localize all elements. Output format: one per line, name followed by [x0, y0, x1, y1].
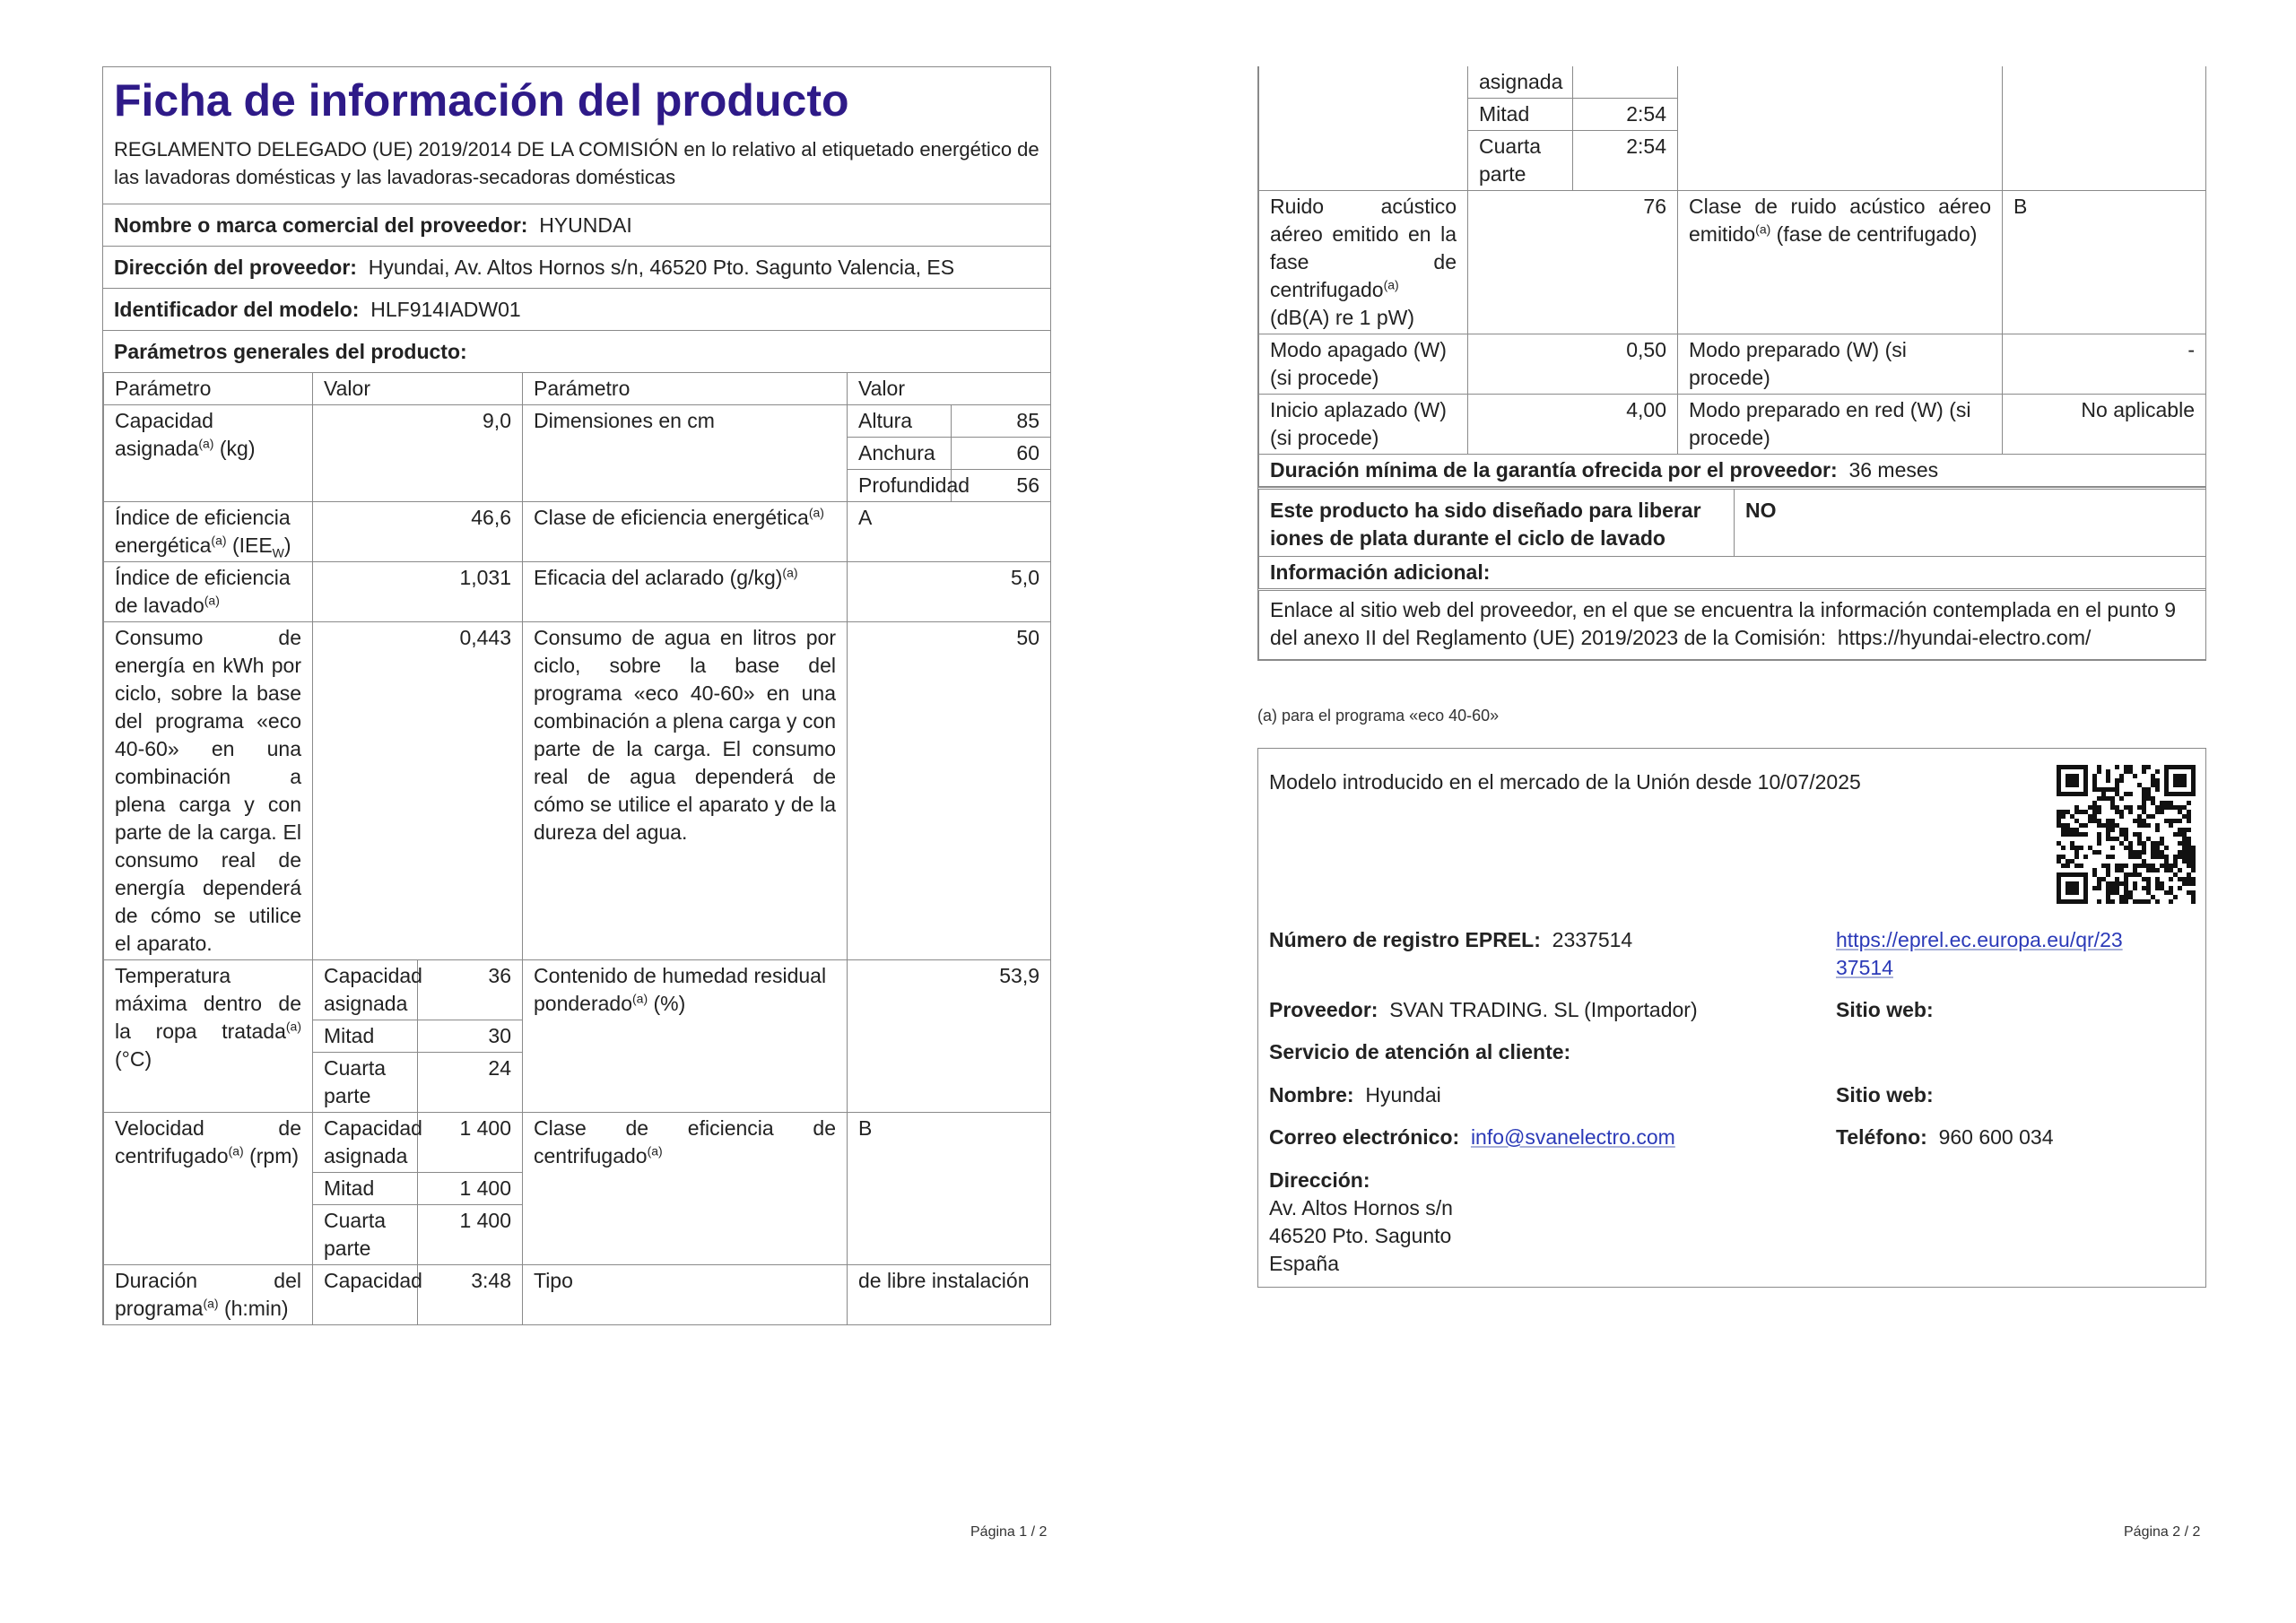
- customer-service-heading: Servicio de atención al cliente:: [1269, 1040, 1571, 1063]
- spin-half-value: 1 400: [418, 1173, 523, 1205]
- temp-quarter-label: Cuarta parte: [313, 1053, 418, 1113]
- table-row: [104, 622, 1051, 960]
- product-info-sheet: [102, 66, 1051, 1325]
- service-website-label: Sitio web:: [1836, 1083, 1934, 1107]
- warranty-label: Duración mínima de la garantía ofrecida por el proveedor:: [1270, 458, 1838, 482]
- header-value: Valor: [313, 373, 523, 405]
- provider-website-label: Sitio web:: [1836, 998, 1934, 1021]
- qr-code-icon[interactable]: [2057, 765, 2196, 904]
- silver-ions-label: Este producto ha sido diseñado para liberar iones de plata durante el ciclo de lavado: [1259, 489, 1735, 557]
- network-standby-value: No aplicable: [2003, 395, 2206, 455]
- standby-label: Modo preparado (W) (si procede): [1678, 334, 2003, 395]
- energy-consumption-value: 0,443: [313, 622, 523, 960]
- email-label: Correo electrónico:: [1269, 1125, 1460, 1149]
- regulation-subtitle: REGLAMENTO DELEGADO (UE) 2019/2014 DE LA COMISIÓN en lo relativo al etiquetado energético de las lavadoras domésticas y las lavadoras-secadoras domésticas: [114, 138, 1039, 188]
- silver-ions-value: NO: [1735, 489, 2206, 557]
- model-value: HLF914IADW01: [370, 298, 521, 321]
- energy-class-value: A: [848, 502, 1051, 562]
- address-line-1: Av. Altos Hornos s/n: [1269, 1196, 1453, 1219]
- model-label: Identificador del modelo:: [114, 298, 360, 321]
- name-value: Hyundai: [1365, 1083, 1441, 1107]
- table-row: [104, 502, 1051, 562]
- table-row: [104, 562, 1051, 622]
- spin-quarter-value: 1 400: [418, 1205, 523, 1265]
- height-label: Altura: [848, 405, 952, 438]
- width-value: 60: [952, 438, 1051, 470]
- temp-quarter-value: 24: [418, 1053, 523, 1113]
- supplier-row: [103, 204, 1050, 246]
- page-2: [1148, 0, 2296, 1623]
- name-label: Nombre:: [1269, 1083, 1354, 1107]
- type-label: Tipo: [523, 1265, 848, 1325]
- table-row: [104, 960, 1051, 1020]
- general-params-heading: Parámetros generales del producto:: [114, 340, 467, 363]
- table-row: [1259, 590, 2206, 660]
- supplier-value: HYUNDAI: [539, 213, 632, 237]
- sheet-title: Ficha de información del producto: [114, 75, 849, 126]
- email-link[interactable]: info@svanelectro.com: [1470, 1125, 1675, 1149]
- eprel-info-box: [1257, 748, 2206, 1288]
- duration-rated-value: 3:48: [418, 1265, 523, 1325]
- phone-value: 960 600 034: [1938, 1125, 2054, 1149]
- duration-quarter-label: Cuarta parte: [1468, 131, 1573, 191]
- supplier-label: Nombre o marca comercial del proveedor:: [114, 213, 528, 237]
- noise-label: Ruido acústico aéreo emitido en la fase de centrifugado$^{(a)}$ (dB(A) re 1 pW): [1259, 191, 1468, 334]
- spin-speed-label: Velocidad de centrifugado$^{(a)}$ (rpm): [104, 1113, 313, 1265]
- duration-continued-blank: [1259, 66, 1468, 191]
- table-row: [1259, 557, 2206, 590]
- duration-quarter-value: 2:54: [1573, 131, 1678, 191]
- provider-value: SVAN TRADING. SL (Importador): [1389, 998, 1698, 1021]
- address-line-3: España: [1269, 1252, 1340, 1275]
- table-row: [1259, 489, 2206, 557]
- temp-rated-label: Capacidad asignada: [313, 960, 418, 1020]
- width-label: Anchura: [848, 438, 952, 470]
- moisture-label: Contenido de humedad residual ponderado$^{(a)}$ (%): [523, 960, 848, 1113]
- capacity-label: Capacidad asignada$^{(a)}$ (kg): [104, 405, 313, 502]
- table-row: [1259, 191, 2206, 334]
- wash-index-label: Índice de eficiencia de lavado$^{(a)}$: [104, 562, 313, 622]
- capacity-value: 9,0: [313, 405, 523, 502]
- noise-class-label: Clase de ruido acústico aéreo emitido$^{(a)}$ (fase de centrifugado): [1678, 191, 2003, 334]
- table-header-row: [104, 373, 1051, 405]
- general-params-row: [103, 330, 1050, 372]
- water-consumption-label: Consumo de agua en litros por ciclo, sobre la base del programa «eco 40-60» en una combinación a plena carga y con parte de la carga. El consumo real de agua dependerá de cómo se utilice el aparato y de la dureza del agua.: [523, 622, 848, 960]
- phone-row: [1836, 1124, 2053, 1151]
- email-row: [1269, 1124, 1675, 1151]
- noise-value: 76: [1468, 191, 1678, 334]
- duration-rated-value-cont: [1573, 66, 1678, 99]
- delay-start-value: 4,00: [1468, 395, 1678, 455]
- duration-rated-label: Capacidad: [313, 1265, 418, 1325]
- duration-half-value: 2:54: [1573, 99, 1678, 131]
- name-row: [1269, 1081, 1441, 1109]
- eei-value: 46,6: [313, 502, 523, 562]
- depth-value: 56: [952, 470, 1051, 502]
- parameters-table-continued: [1258, 66, 2206, 487]
- table-row: [1259, 395, 2206, 455]
- table-row: [104, 405, 1051, 438]
- table-row: [1259, 334, 2206, 395]
- provider-row: [1269, 996, 1698, 1024]
- eei-label: Índice de eficiencia energética$^{(a)}$ $(IEE_W)$: [104, 502, 313, 562]
- warranty-value: 36 meses: [1848, 458, 1939, 482]
- product-info-sheet-continued: [1257, 66, 2206, 661]
- address-row: [103, 246, 1050, 288]
- duration-rated-label-cont: asignada: [1468, 66, 1573, 99]
- additional-info-heading: Información adicional:: [1259, 557, 2206, 590]
- eprel-value: 2337514: [1552, 928, 1633, 951]
- page-number: Página 1 / 2: [970, 1524, 1048, 1540]
- address-block: [1269, 1167, 1453, 1278]
- type-continued-blank: [1678, 66, 2003, 191]
- page-number: Página 2 / 2: [2124, 1524, 2201, 1540]
- delay-start-label: Inicio aplazado (W) (si procede): [1259, 395, 1468, 455]
- model-row: [103, 288, 1050, 330]
- header-value-2: Valor: [848, 373, 1051, 405]
- off-mode-label: Modo apagado (W) (si procede): [1259, 334, 1468, 395]
- silver-ions-table: [1258, 487, 2206, 660]
- provider-label: Proveedor:: [1269, 998, 1378, 1021]
- wash-index-value: 1,031: [313, 562, 523, 622]
- address-label: Dirección del proveedor:: [114, 256, 357, 279]
- spin-rated-value: 1 400: [418, 1113, 523, 1173]
- header-param-2: Parámetro: [523, 373, 848, 405]
- warranty-row: [1259, 455, 2206, 487]
- additional-info-text: Enlace al sitio web del proveedor, en el que se encuentra la información contemplada en el punto 9 del anexo II del Reglamento (UE) 2019/2023 de la Comisión: https://hyundai-electro.com/: [1259, 590, 2206, 660]
- phone-label: Teléfono:: [1836, 1125, 1927, 1149]
- footnote: (a) para el programa «eco 40-60»: [1257, 707, 1500, 725]
- table-row: [1259, 66, 2206, 99]
- spin-class-value: B: [848, 1113, 1051, 1265]
- address-line-2: 46520 Pto. Sagunto: [1269, 1224, 1452, 1247]
- duration-half-label: Mitad: [1468, 99, 1573, 131]
- address-value: Hyundai, Av. Altos Hornos s/n, 46520 Pto. Sagunto Valencia, ES: [368, 256, 955, 279]
- spin-quarter-label: Cuarta parte: [313, 1205, 418, 1265]
- eprel-row: [1269, 926, 1632, 954]
- standby-value: -: [2003, 334, 2206, 395]
- temperature-label: Temperatura máxima dentro de la ropa tratada$^{(a)}$ (°C): [104, 960, 313, 1113]
- noise-class-value: B: [2003, 191, 2206, 334]
- temp-rated-value: 36: [418, 960, 523, 1020]
- energy-consumption-label: Consumo de energía en kWh por ciclo, sobre la base del programa «eco 40-60» en una combinación a plena carga y con parte de la carga. El consumo real de energía dependerá de cómo se utilice el aparato.: [104, 622, 313, 960]
- duration-label: Duración del programa$^{(a)}$ (h:min): [104, 1265, 313, 1325]
- rinse-label: Eficacia del aclarado $(g/kg)^{(a)}$: [523, 562, 848, 622]
- temp-half-label: Mitad: [313, 1020, 418, 1053]
- spin-class-label: Clase de eficiencia de centrifugado$^{(a)}$: [523, 1113, 848, 1265]
- type-value-continued-blank: [2003, 66, 2206, 191]
- network-standby-label: Modo preparado en red (W) (si procede): [1678, 395, 2003, 455]
- address-heading: Dirección:: [1269, 1168, 1370, 1192]
- depth-label: Profundidad: [848, 470, 952, 502]
- spin-rated-label: Capacidad asignada: [313, 1113, 418, 1173]
- table-row: [104, 1113, 1051, 1173]
- dimensions-label: Dimensiones en cm: [523, 405, 848, 502]
- header-param: Parámetro: [104, 373, 313, 405]
- eprel-link[interactable]: https://eprel.ec.europa.eu/qr/23 37514: [1836, 928, 2123, 979]
- spin-half-label: Mitad: [313, 1173, 418, 1205]
- water-consumption-value: 50: [848, 622, 1051, 960]
- type-value: de libre instalación: [848, 1265, 1051, 1325]
- off-mode-value: 0,50: [1468, 334, 1678, 395]
- energy-class-label: Clase de eficiencia energética$^{(a)}$: [523, 502, 848, 562]
- parameters-table: [103, 372, 1051, 1324]
- market-date-text: Modelo introducido en el mercado de la Unión desde 10/07/2025: [1269, 770, 1861, 794]
- height-value: 85: [952, 405, 1051, 438]
- eprel-label: Número de registro EPREL:: [1269, 928, 1541, 951]
- temp-half-value: 30: [418, 1020, 523, 1053]
- table-row: [104, 1265, 1051, 1325]
- supplier-website[interactable]: https://hyundai-electro.com/: [1837, 626, 2092, 649]
- rinse-value: 5,0: [848, 562, 1051, 622]
- table-row: [1259, 455, 2206, 487]
- moisture-value: 53,9: [848, 960, 1051, 1113]
